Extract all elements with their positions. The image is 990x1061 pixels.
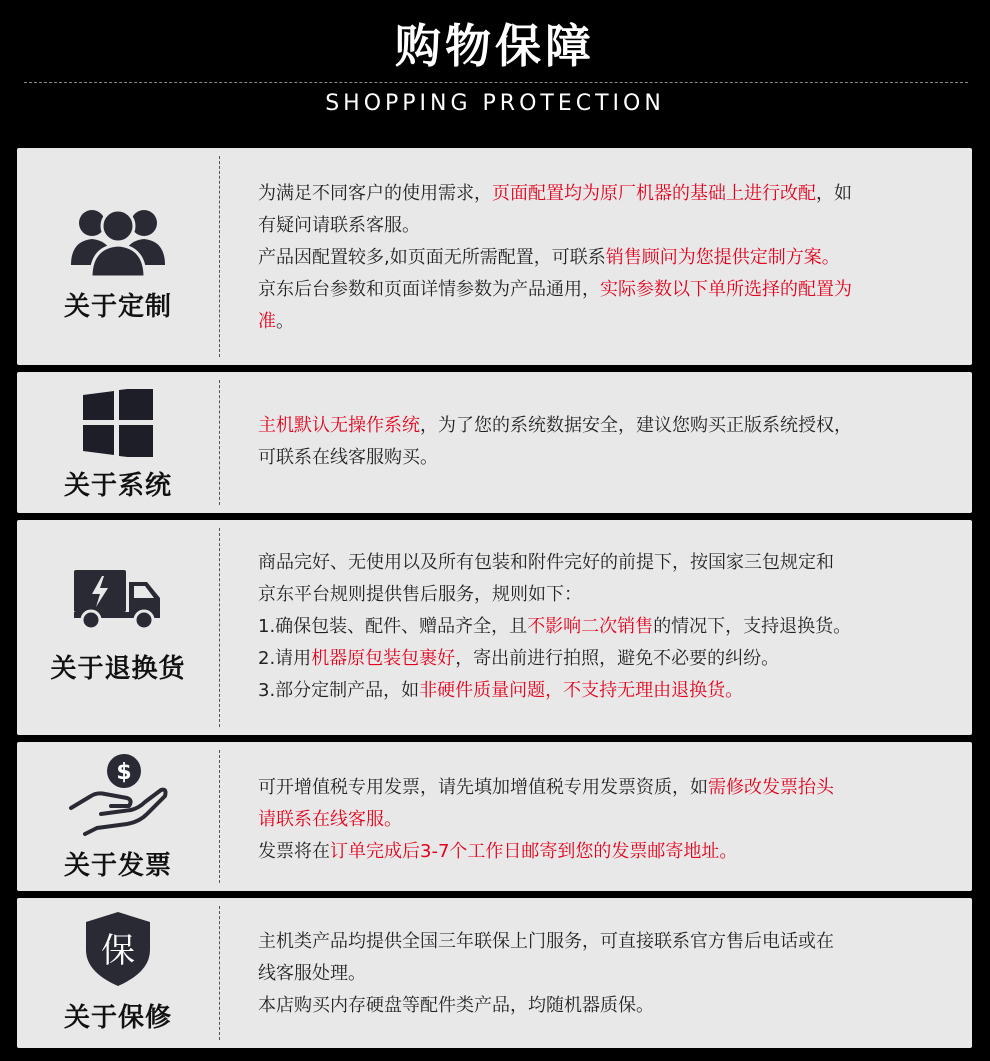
section-returns — [17, 520, 972, 735]
text-line — [258, 210, 954, 242]
section-label: 关于定制 — [63, 292, 172, 322]
text-line — [258, 410, 954, 442]
body-text: 为满足不同客户的使用需求， — [258, 183, 492, 204]
header-divider — [24, 82, 968, 83]
body-text: 。 — [276, 311, 294, 332]
text-line — [258, 306, 954, 338]
section-label: 关于退换货 — [50, 654, 186, 684]
highlight-text: 销售顾问为您提供定制方案。 — [605, 247, 840, 268]
section-divider — [219, 380, 220, 505]
section-text — [258, 926, 954, 1022]
text-line — [258, 836, 954, 868]
section-text — [258, 772, 954, 868]
hand-coin-icon — [67, 752, 169, 838]
body-text: 可开增值税专用发票，请先填加增值税专用发票资质，如 — [258, 777, 708, 798]
section-text — [258, 547, 954, 707]
section-customization — [17, 148, 972, 365]
text-line — [258, 675, 954, 707]
highlight-text: 请联系在线客服。 — [258, 809, 402, 830]
body-text: 2.请用 — [258, 648, 312, 669]
section-label: 关于保修 — [63, 1003, 172, 1033]
highlight-text: 机器原包装包裹好 — [311, 648, 456, 669]
text-line — [258, 958, 954, 990]
text-line — [258, 611, 954, 643]
highlight-text: 主机默认无操作系统 — [258, 415, 420, 436]
text-line — [258, 547, 954, 579]
body-text: 可联系在线客服购买。 — [258, 447, 438, 468]
text-line — [258, 178, 954, 210]
highlight-text: 准 — [258, 311, 276, 332]
body-text: 线客服处理。 — [258, 963, 366, 984]
highlight-text: 非硬件质量问题，不支持无理由退换货。 — [419, 680, 744, 701]
section-divider — [219, 750, 220, 883]
body-text: 主机类产品均提供全国三年联保上门服务，可直接联系官方售后电话或在 — [258, 931, 834, 952]
page-header — [0, 0, 990, 140]
body-text: 京东后台参数和页面详情参数为产品通用， — [258, 279, 600, 300]
section-label: 关于发票 — [63, 851, 172, 881]
section-divider — [219, 528, 220, 727]
body-text: 本店购买内存硬盘等配件类产品，均随机器质保。 — [258, 995, 654, 1016]
text-line — [258, 926, 954, 958]
text-line — [258, 990, 954, 1022]
page-title: 购物保障 — [395, 19, 595, 73]
people-group-icon — [67, 203, 169, 279]
page-subtitle: SHOPPING PROTECTION — [325, 91, 665, 116]
body-text: 有疑问请联系客服。 — [258, 215, 420, 236]
body-text: 发票将在 — [258, 841, 330, 862]
text-line — [258, 643, 954, 675]
text-line — [258, 579, 954, 611]
svg-text:保: 保 — [101, 931, 135, 971]
text-line — [258, 274, 954, 306]
text-line — [258, 442, 954, 474]
body-text: 1.确保包装、配件、赠品齐全，且 — [258, 616, 528, 637]
highlight-text: 需修改发票抬头 — [708, 777, 834, 798]
body-text: ，如 — [816, 183, 852, 204]
section-text — [258, 178, 954, 338]
section-system — [17, 372, 972, 513]
windows-icon — [83, 389, 153, 457]
svg-text:$: $ — [116, 760, 132, 785]
highlight-text: 页面配置均为原厂机器的基础上进行改配 — [492, 183, 816, 204]
body-text: 的情况下，支持退换货。 — [653, 616, 852, 637]
highlight-text: 订单完成后3-7个工作日邮寄到您的发票邮寄地址。 — [330, 841, 738, 862]
section-text — [258, 410, 954, 474]
text-line — [258, 772, 954, 804]
highlight-text: 实际参数以下单所选择的配置为 — [600, 279, 852, 300]
section-label: 关于系统 — [63, 471, 172, 501]
body-text: 3.部分定制产品，如 — [258, 680, 420, 701]
text-line — [258, 242, 954, 274]
shield-warranty-icon — [84, 912, 152, 986]
section-divider — [219, 156, 220, 357]
text-line — [258, 804, 954, 836]
highlight-text: 不影响二次销售 — [527, 616, 654, 637]
body-text: 商品完好、无使用以及所有包装和附件完好的前提下，按国家三包规定和 — [258, 552, 834, 573]
body-text: 京东平台规则提供售后服务，规则如下： — [258, 584, 582, 605]
section-invoice — [17, 742, 972, 891]
section-divider — [219, 906, 220, 1040]
delivery-truck-icon — [74, 570, 162, 630]
body-text: ，为了您的系统数据安全，建议您购买正版系统授权， — [420, 415, 852, 436]
section-warranty — [17, 898, 972, 1048]
body-text: 产品因配置较多,如页面无所需配置，可联系 — [258, 247, 606, 268]
body-text: ，寄出前进行拍照，避免不必要的纠纷。 — [455, 648, 780, 669]
